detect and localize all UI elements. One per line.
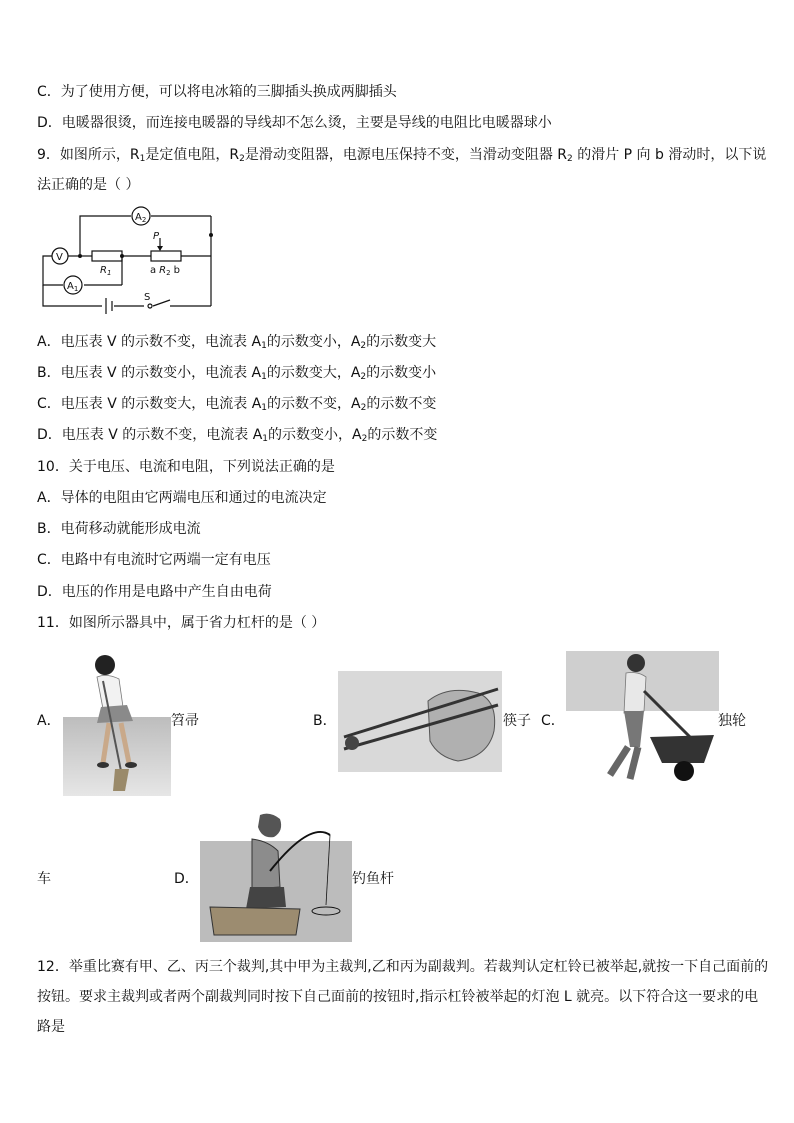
q9-ammeter-a1-label: $A_1$ [67, 281, 79, 293]
q10-option-a: A．导体的电阻由它两端电压和通过的电流决定 [37, 490, 327, 506]
q9-stem: 9．如图所示，$R_1$是定值电阻，$R_2$是滑动变阻器，电源电压保持不变，当滑动变阻器 $R_2$ 的滑片 P 向 b 滑动时，以下说 [37, 147, 767, 164]
q9-option-b: B．电压表 V 的示数变小，电流表 $A_1$的示数变大，$A_2$的示数变小 [37, 365, 437, 382]
q9-switch-label: S [144, 292, 151, 303]
q11-option-a-text: 笤帚 [171, 713, 199, 729]
wheelbarrow-illustration [566, 651, 719, 786]
q11-option-d-text: 钓鱼杆 [352, 871, 394, 887]
q11-option-a-letter: A． [37, 713, 61, 729]
q9-stem-line2: 法正确的是（ ） [37, 177, 140, 193]
q11-option-b-text: 筷子 [503, 713, 531, 729]
fishing-rod-illustration [200, 811, 352, 942]
broom-sweeping-illustration [63, 651, 171, 796]
q9-ammeter-a2-label: $A_2$ [135, 212, 147, 224]
q10-option-d: D．电压的作用是电路中产生自由电荷 [37, 584, 272, 600]
q9-r2-label: a $R_2$ b [150, 265, 180, 277]
q10-option-c: C．电路中有电流时它两端一定有电压 [37, 552, 271, 568]
q11-stem: 11．如图所示器具中，属于省力杠杆的是（ ） [37, 615, 326, 631]
q9-option-c: C．电压表 V 的示数变大，电流表 $A_1$的示数不变，$A_2$的示数不变 [37, 396, 437, 413]
q12-stem-line3: 路是 [37, 1019, 65, 1035]
q10-option-b: B．电荷移动就能形成电流 [37, 521, 201, 537]
q8-option-c: C．为了使用方便，可以将电冰箱的三脚插头换成两脚插头 [37, 84, 397, 100]
q11-option-c-letter: C． [541, 713, 565, 729]
q12-stem-line1: 12．举重比赛有甲、乙、丙三个裁判,其中甲为主裁判,乙和丙为副裁判。若裁判认定杠铃已被举起,就按一下自己面前的 [37, 959, 769, 975]
q9-r1-label: $R_1$ [100, 265, 112, 277]
q9-option-d: D．电压表 V 的示数不变，电流表 $A_1$的示数变小，$A_2$的示数不变 [37, 427, 438, 444]
q9-voltmeter-label: V [56, 252, 63, 263]
q9-circuit-diagram [38, 202, 220, 318]
q11-option-c-text: 独轮 [718, 713, 746, 729]
q11-option-b-letter: B． [313, 713, 337, 729]
q10-stem: 10．关于电压、电流和电阻，下列说法正确的是 [37, 459, 335, 475]
q8-option-d: D．电暖器很烫，而连接电暖器的导线却不怎么烫，主要是导线的电阻比电暖器球小 [37, 115, 552, 131]
q11-option-d-letter: D． [174, 871, 199, 887]
chopsticks-illustration [338, 671, 502, 772]
q9-option-a: A．电压表 V 的示数不变，电流表 $A_1$的示数变小，$A_2$的示数变大 [37, 334, 437, 351]
q11-option-c-text-continued: 车 [37, 871, 51, 887]
q9-slider-p-label: P [153, 231, 160, 242]
q12-stem-line2: 按钮。要求主裁判或者两个副裁判同时按下自己面前的按钮时,指示杠铃被举起的灯泡 L 就亮。以下符合这一要求的电 [37, 989, 759, 1005]
